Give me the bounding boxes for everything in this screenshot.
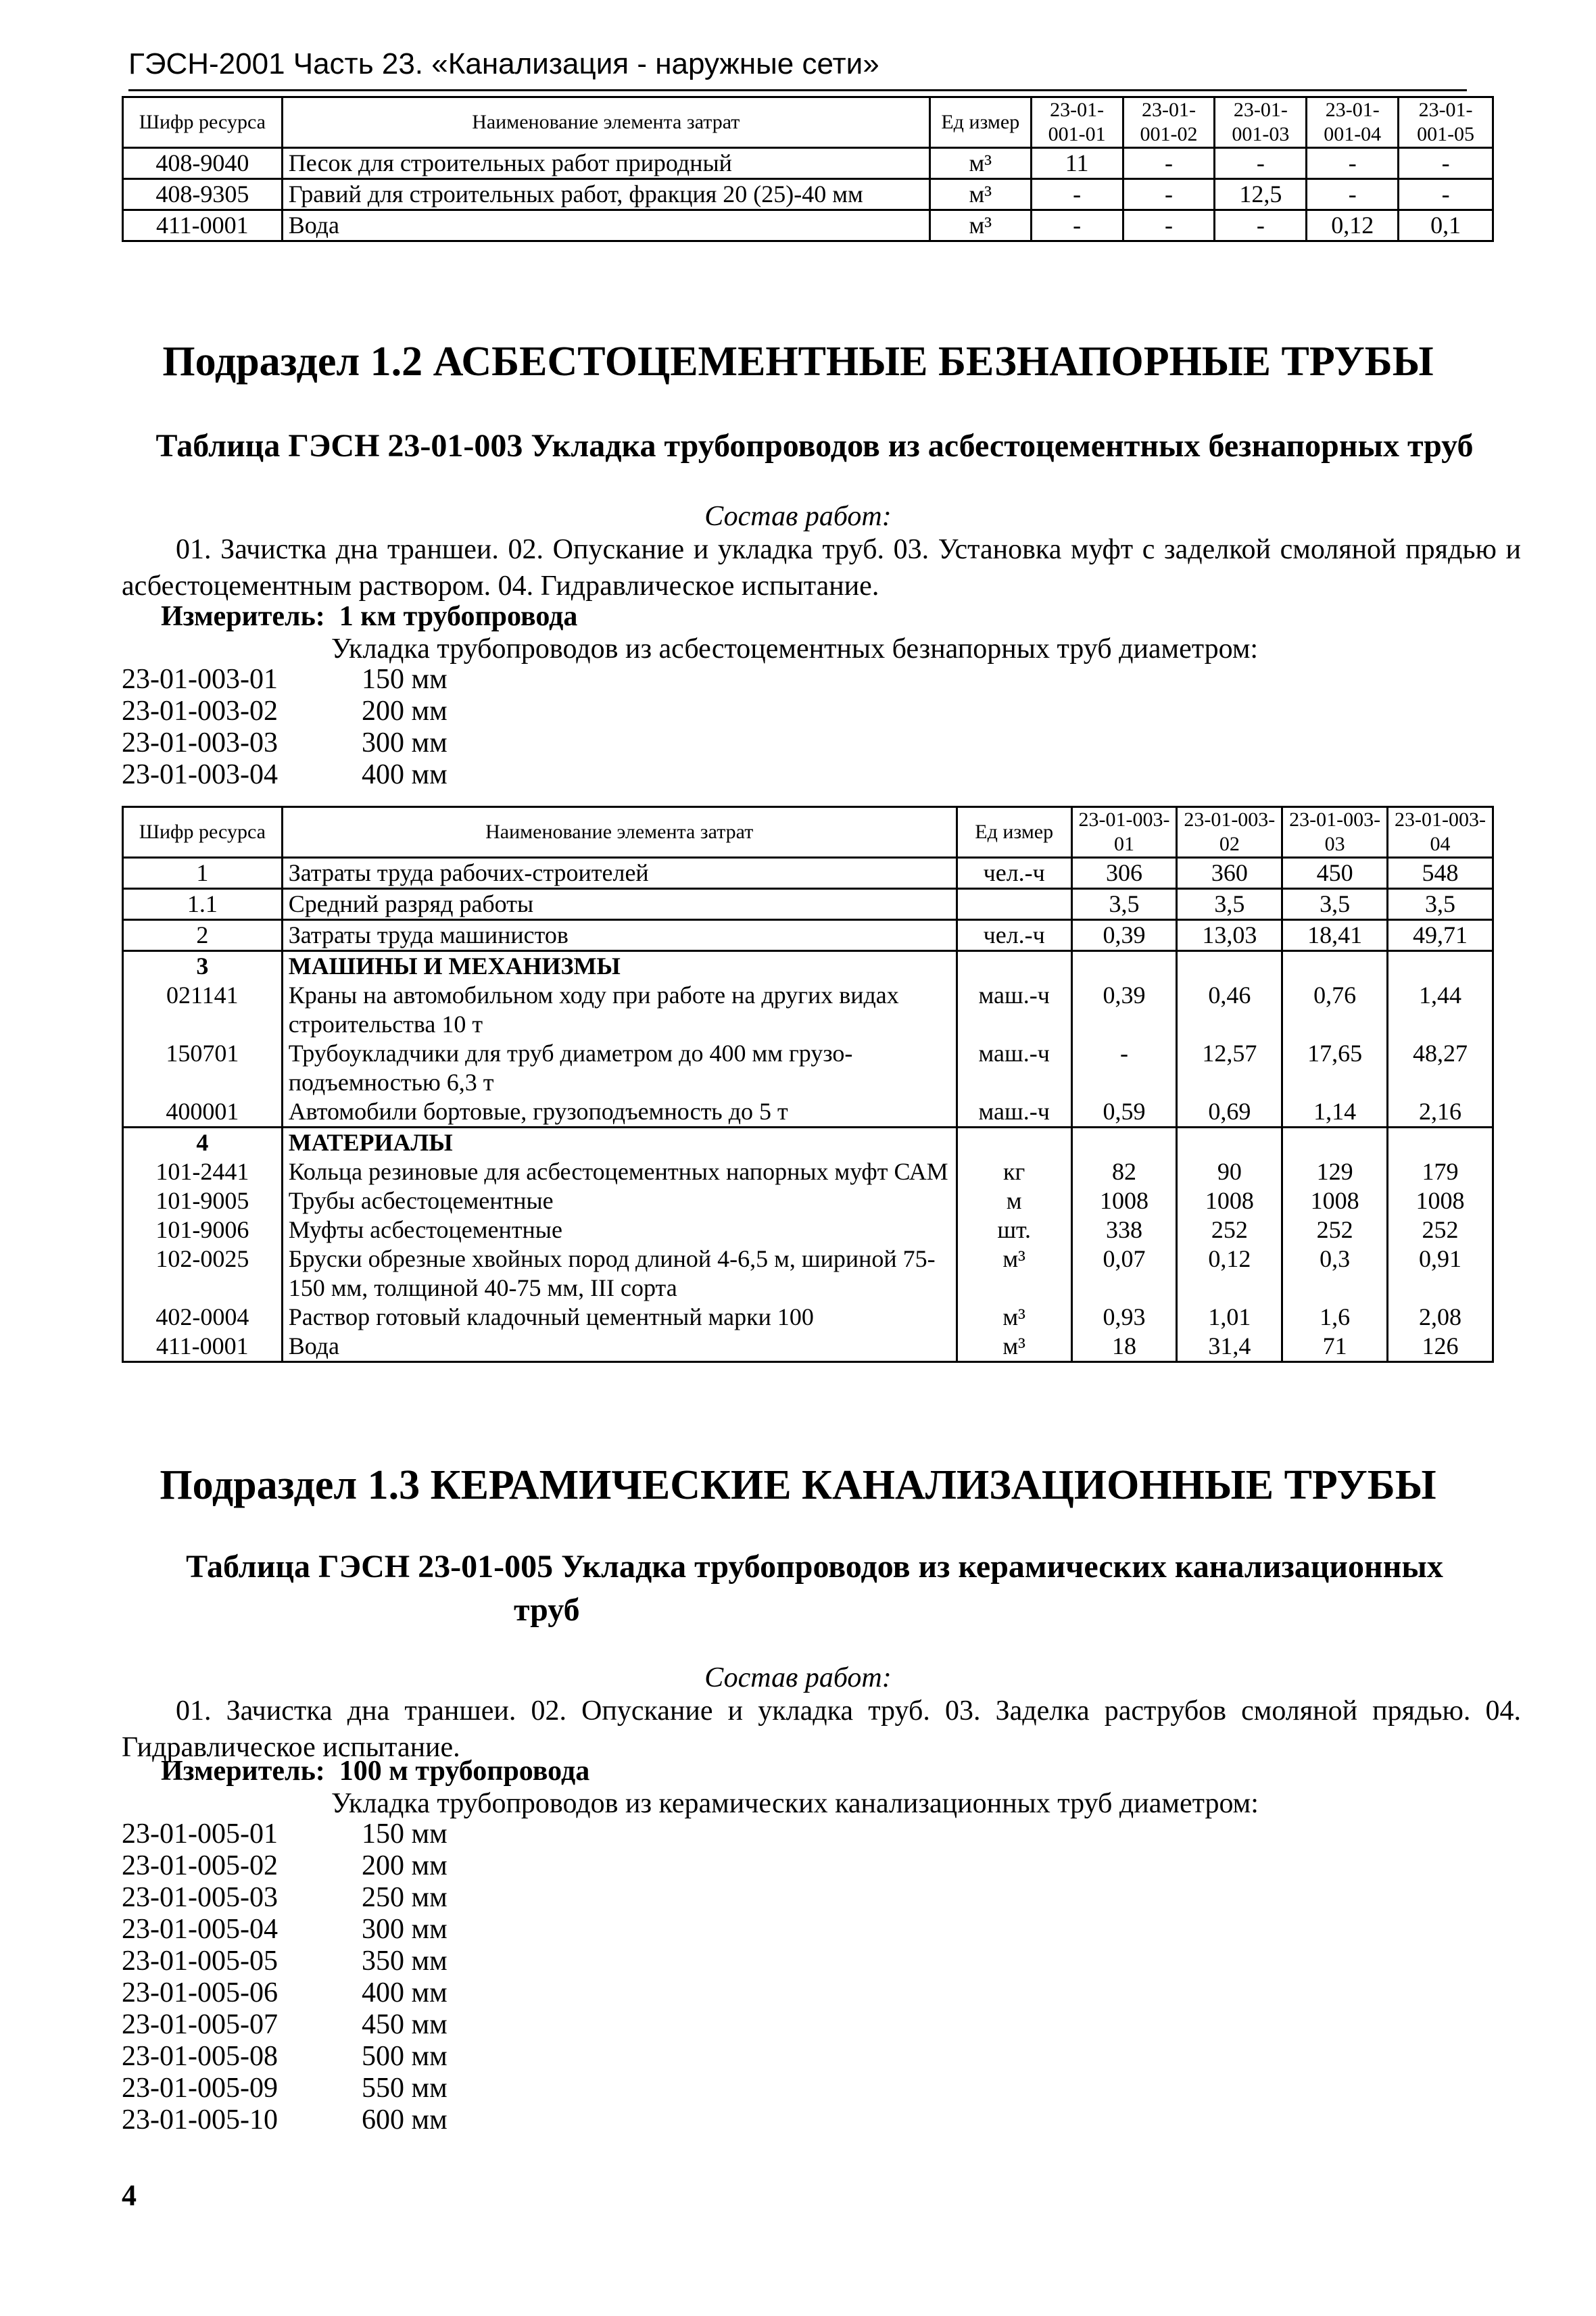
cell-value: 90 bbox=[1177, 1157, 1282, 1186]
cell-value: - bbox=[1399, 148, 1493, 179]
cell-unit: маш.-ч bbox=[957, 1097, 1071, 1128]
cell-value: 71 bbox=[1282, 1332, 1388, 1362]
cell-value bbox=[1282, 951, 1388, 982]
cell-name: Бруски обрезные хвойных пород длиной 4-6,5 м, шириной 75-150 мм, толщиной 40-75 мм, III сорта bbox=[282, 1245, 957, 1303]
table-row bbox=[123, 1157, 1493, 1186]
cell-value: 82 bbox=[1071, 1157, 1177, 1186]
cell-value: 48,27 bbox=[1388, 1039, 1493, 1097]
item-size: 400 мм bbox=[362, 759, 448, 790]
cell-value: 252 bbox=[1282, 1215, 1388, 1245]
cell-value: - bbox=[1123, 148, 1215, 179]
cell-value: 2,08 bbox=[1388, 1303, 1493, 1332]
item-code: 23-01-003-02 bbox=[122, 696, 278, 727]
cell-value: - bbox=[1307, 179, 1399, 210]
cell-value: 3,5 bbox=[1282, 889, 1388, 920]
cell-code: 150701 bbox=[123, 1039, 283, 1097]
cell-code: 408-9040 bbox=[123, 148, 283, 179]
list-item bbox=[122, 1882, 448, 1914]
composition-text: 01. Зачистка дна траншеи. 02. Опускание и укладка труб. 03. Установка муфт с заделкой смоляной прядью и асбестоцементным раствором. 04. Гидравлическое испытание. bbox=[122, 534, 1521, 602]
cell-value: 49,71 bbox=[1388, 920, 1493, 951]
cell-value: - bbox=[1031, 179, 1123, 210]
cell-name: МАТЕРИАЛЫ bbox=[282, 1128, 957, 1158]
cell-code: 1 bbox=[123, 858, 283, 889]
table-row bbox=[123, 179, 1493, 210]
cell-value: 179 bbox=[1388, 1157, 1493, 1186]
meter-value: 1 км трубопровода bbox=[339, 601, 578, 632]
item-size: 400 мм bbox=[362, 1977, 448, 2008]
running-header: ГЭСН-2001 Часть 23. «Канализация - наружные сети» bbox=[128, 47, 1467, 91]
cell-code: 411-0001 bbox=[123, 210, 283, 241]
cell-value: 0,69 bbox=[1177, 1097, 1282, 1128]
cell-unit: шт. bbox=[957, 1215, 1071, 1245]
col-header-name: Наименование элемента затрат bbox=[282, 97, 929, 148]
col-header-value: 23-01-001-03 bbox=[1215, 97, 1307, 148]
cell-value: 1008 bbox=[1071, 1186, 1177, 1215]
cell-value: 1,01 bbox=[1177, 1303, 1282, 1332]
table-title bbox=[122, 1545, 1507, 1632]
list-item bbox=[122, 1946, 448, 1977]
col-header-code: Шифр ресурса bbox=[123, 807, 283, 858]
list-item bbox=[122, 1914, 448, 1946]
cell-value: - bbox=[1215, 148, 1307, 179]
cell-value: 0,46 bbox=[1177, 981, 1282, 1039]
cell-value: 548 bbox=[1388, 858, 1493, 889]
item-size: 350 мм bbox=[362, 1946, 448, 1977]
cell-value: 252 bbox=[1177, 1215, 1282, 1245]
table-row bbox=[123, 148, 1493, 179]
cell-value: - bbox=[1399, 179, 1493, 210]
cell-value: 11 bbox=[1031, 148, 1123, 179]
cell-value: 126 bbox=[1388, 1332, 1493, 1362]
cell-value: - bbox=[1123, 179, 1215, 210]
list-item bbox=[122, 1818, 448, 1850]
cell-name: Трубы асбестоцементные bbox=[282, 1186, 957, 1215]
cell-code: 3 bbox=[123, 951, 283, 982]
cell-value: 18,41 bbox=[1282, 920, 1388, 951]
resource-table bbox=[122, 806, 1494, 1363]
table-row bbox=[123, 1039, 1493, 1097]
meter-value: 100 м трубопровода bbox=[339, 1756, 590, 1787]
item-size: 300 мм bbox=[362, 727, 448, 758]
col-header-value: 23-01-003-01 bbox=[1071, 807, 1177, 858]
cell-value bbox=[1388, 951, 1493, 982]
cell-value: 1,6 bbox=[1282, 1303, 1388, 1332]
cell-value bbox=[1388, 1128, 1493, 1158]
cell-code: 400001 bbox=[123, 1097, 283, 1128]
table-row bbox=[123, 1128, 1493, 1158]
cell-value: - bbox=[1031, 210, 1123, 241]
cell-value: 0,93 bbox=[1071, 1303, 1177, 1332]
col-header-value: 23-01-003-02 bbox=[1177, 807, 1282, 858]
cell-value: 360 bbox=[1177, 858, 1282, 889]
table-title: Таблица ГЭСН 23-01-003 Укладка трубопроводов из асбестоцементных безнапорных труб bbox=[155, 428, 1474, 464]
item-code: 23-01-005-08 bbox=[122, 2041, 278, 2072]
item-code: 23-01-003-03 bbox=[122, 727, 278, 758]
cell-unit: кг bbox=[957, 1157, 1071, 1186]
cell-unit: чел.-ч bbox=[957, 858, 1071, 889]
cell-value: 12,5 bbox=[1215, 179, 1307, 210]
item-code: 23-01-005-09 bbox=[122, 2073, 278, 2104]
col-header-code: Шифр ресурса bbox=[123, 97, 283, 148]
item-size: 150 мм bbox=[362, 664, 448, 695]
item-code: 23-01-003-01 bbox=[122, 664, 278, 695]
cell-value: 0,3 bbox=[1282, 1245, 1388, 1303]
col-header-value: 23-01-001-02 bbox=[1123, 97, 1215, 148]
table-row bbox=[123, 210, 1493, 241]
cell-name: Автомобили бортовые, грузоподъемность до 5 т bbox=[282, 1097, 957, 1128]
cell-unit: м³ bbox=[929, 148, 1031, 179]
col-header-value: 23-01-001-01 bbox=[1031, 97, 1123, 148]
cell-value: - bbox=[1071, 1039, 1177, 1097]
cell-unit: чел.-ч bbox=[957, 920, 1071, 951]
table-row bbox=[123, 981, 1493, 1039]
col-header-value: 23-01-003-03 bbox=[1282, 807, 1388, 858]
table-row bbox=[123, 1097, 1493, 1128]
cell-value: 0,39 bbox=[1071, 920, 1177, 951]
cell-name: Кольца резиновые для асбестоцементных напорных муфт САМ bbox=[282, 1157, 957, 1186]
table-row bbox=[123, 1332, 1493, 1362]
cell-value bbox=[1282, 1128, 1388, 1158]
cell-name: Раствор готовый кладочный цементный марки 100 bbox=[282, 1303, 957, 1332]
cell-value: 17,65 bbox=[1282, 1039, 1388, 1097]
cell-value: 12,57 bbox=[1177, 1039, 1282, 1097]
item-code: 23-01-005-06 bbox=[122, 1977, 278, 2008]
cell-value: 18 bbox=[1071, 1332, 1177, 1362]
table-row bbox=[123, 951, 1493, 982]
codes-intro: Укладка трубопроводов из асбестоцементных безнапорных труб диаметром: bbox=[331, 633, 1259, 665]
table-title-line: труб bbox=[514, 1592, 580, 1628]
cell-value: 13,03 bbox=[1177, 920, 1282, 951]
cell-value: - bbox=[1123, 210, 1215, 241]
page-number: 4 bbox=[122, 2179, 137, 2212]
cell-unit: м³ bbox=[929, 210, 1031, 241]
cell-value: 338 bbox=[1071, 1215, 1177, 1245]
item-size: 600 мм bbox=[362, 2104, 448, 2136]
cell-value: 0,1 bbox=[1399, 210, 1493, 241]
item-code: 23-01-005-02 bbox=[122, 1850, 278, 1881]
col-header-name: Наименование элемента затрат bbox=[282, 807, 957, 858]
cell-name: Краны на автомобильном ходу при работе на других видах строительства 10 т bbox=[282, 981, 957, 1039]
codes-intro: Укладка трубопроводов из керамических канализационных труб диаметром: bbox=[331, 1788, 1259, 1819]
cell-unit: м³ bbox=[957, 1332, 1071, 1362]
cell-value: 1008 bbox=[1177, 1186, 1282, 1215]
meter bbox=[161, 600, 577, 633]
table-row bbox=[123, 1245, 1493, 1303]
cell-value: 450 bbox=[1282, 858, 1388, 889]
item-size: 200 мм bbox=[362, 1850, 448, 1881]
meter-label: Измеритель: bbox=[161, 601, 325, 632]
composition-title: Состав работ: bbox=[704, 1662, 892, 1693]
cell-name: Вода bbox=[282, 210, 929, 241]
cell-value: 252 bbox=[1388, 1215, 1493, 1245]
item-size: 250 мм bbox=[362, 1882, 448, 1913]
list-item bbox=[122, 2041, 448, 2073]
cell-code: 101-9006 bbox=[123, 1215, 283, 1245]
section-heading: Подраздел 1.2 АСБЕСТОЦЕМЕНТНЫЕ БЕЗНАПОРНЫЕ ТРУБЫ bbox=[162, 339, 1434, 385]
item-size: 450 мм bbox=[362, 2009, 448, 2040]
table-body bbox=[123, 858, 1493, 1362]
cell-code: 2 bbox=[123, 920, 283, 951]
cell-value: 129 bbox=[1282, 1157, 1388, 1186]
item-code: 23-01-005-07 bbox=[122, 2009, 278, 2040]
cell-value: 2,16 bbox=[1388, 1097, 1493, 1128]
cell-value: - bbox=[1307, 148, 1399, 179]
cell-value: 0,12 bbox=[1307, 210, 1399, 241]
col-header-value: 23-01-001-05 bbox=[1399, 97, 1493, 148]
cell-value bbox=[1177, 1128, 1282, 1158]
cell-unit: м³ bbox=[957, 1245, 1071, 1303]
cell-value: 3,5 bbox=[1388, 889, 1493, 920]
item-code: 23-01-003-04 bbox=[122, 759, 278, 790]
col-header-value: 23-01-003-04 bbox=[1388, 807, 1493, 858]
list-item bbox=[122, 2104, 448, 2136]
code-list bbox=[122, 664, 448, 791]
item-code: 23-01-005-04 bbox=[122, 1914, 278, 1945]
table-header-row bbox=[123, 807, 1493, 858]
cell-name: МАШИНЫ И МЕХАНИЗМЫ bbox=[282, 951, 957, 982]
cell-value: 3,5 bbox=[1177, 889, 1282, 920]
item-size: 200 мм bbox=[362, 696, 448, 727]
item-size: 500 мм bbox=[362, 2041, 448, 2072]
cell-code: 021141 bbox=[123, 981, 283, 1039]
cell-name: Гравий для строительных работ, фракция 20 (25)-40 мм bbox=[282, 179, 929, 210]
cell-name: Песок для строительных работ природный bbox=[282, 148, 929, 179]
cell-code: 402-0004 bbox=[123, 1303, 283, 1332]
list-item bbox=[122, 696, 448, 727]
resource-table-cont bbox=[122, 96, 1494, 242]
table-row bbox=[123, 858, 1493, 889]
cell-unit: м³ bbox=[957, 1303, 1071, 1332]
cell-unit: м bbox=[957, 1186, 1071, 1215]
cell-value: 0,91 bbox=[1388, 1245, 1493, 1303]
item-code: 23-01-005-03 bbox=[122, 1882, 278, 1913]
cell-value: 0,39 bbox=[1071, 981, 1177, 1039]
item-code: 23-01-005-10 bbox=[122, 2104, 278, 2136]
cell-code: 408-9305 bbox=[123, 179, 283, 210]
cell-name: Трубоукладчики для труб диаметром до 400 мм грузо-подъемностью 6,3 т bbox=[282, 1039, 957, 1097]
cell-unit bbox=[957, 1128, 1071, 1158]
code-list bbox=[122, 1818, 448, 2136]
cell-value: 306 bbox=[1071, 858, 1177, 889]
item-size: 300 мм bbox=[362, 1914, 448, 1945]
table-row bbox=[123, 920, 1493, 951]
col-header-unit: Ед измер bbox=[929, 97, 1031, 148]
cell-value bbox=[1177, 951, 1282, 982]
cell-unit: маш.-ч bbox=[957, 1039, 1071, 1097]
cell-value: 0,76 bbox=[1282, 981, 1388, 1039]
list-item bbox=[122, 2073, 448, 2104]
col-header-value: 23-01-001-04 bbox=[1307, 97, 1399, 148]
cell-value: 0,59 bbox=[1071, 1097, 1177, 1128]
cell-unit: м³ bbox=[929, 179, 1031, 210]
item-size: 150 мм bbox=[362, 1818, 448, 1850]
table-row bbox=[123, 1186, 1493, 1215]
table-title-line: Таблица ГЭСН 23-01-005 Укладка трубопроводов из керамических канализационных bbox=[186, 1549, 1443, 1585]
cell-code: 102-0025 bbox=[123, 1245, 283, 1303]
table-row bbox=[123, 889, 1493, 920]
cell-code: 101-9005 bbox=[123, 1186, 283, 1215]
cell-unit: маш.-ч bbox=[957, 981, 1071, 1039]
item-code: 23-01-005-01 bbox=[122, 1818, 278, 1850]
cell-value: 0,12 bbox=[1177, 1245, 1282, 1303]
cell-value: 1008 bbox=[1282, 1186, 1388, 1215]
cell-code: 101-2441 bbox=[123, 1157, 283, 1186]
section-heading: Подраздел 1.3 КЕРАМИЧЕСКИЕ КАНАЛИЗАЦИОННЫЕ ТРУБЫ bbox=[160, 1462, 1436, 1508]
list-item bbox=[122, 1977, 448, 2009]
cell-code: 4 bbox=[123, 1128, 283, 1158]
item-code: 23-01-005-05 bbox=[122, 1946, 278, 1977]
cell-value: 1008 bbox=[1388, 1186, 1493, 1215]
cell-value bbox=[1071, 1128, 1177, 1158]
cell-unit bbox=[957, 889, 1071, 920]
list-item bbox=[122, 759, 448, 791]
table-row bbox=[123, 1303, 1493, 1332]
composition-text: 01. Зачистка дна траншеи. 02. Опускание и укладка труб. 03. Заделка раструбов смоляной прядью. 04. Гидравлическое испытание. bbox=[122, 1695, 1521, 1763]
table-header-row bbox=[123, 97, 1493, 148]
cell-name: Средний разряд работы bbox=[282, 889, 957, 920]
list-item bbox=[122, 727, 448, 759]
list-item bbox=[122, 664, 448, 696]
cell-code: 1.1 bbox=[123, 889, 283, 920]
cell-value: 0,07 bbox=[1071, 1245, 1177, 1303]
cell-name: Муфты асбестоцементные bbox=[282, 1215, 957, 1245]
cell-unit bbox=[957, 951, 1071, 982]
cell-value bbox=[1071, 951, 1177, 982]
list-item bbox=[122, 2009, 448, 2041]
cell-code: 411-0001 bbox=[123, 1332, 283, 1362]
cell-value: 1,44 bbox=[1388, 981, 1493, 1039]
meter bbox=[161, 1755, 589, 1787]
cell-name: Затраты труда машинистов bbox=[282, 920, 957, 951]
composition-title: Состав работ: bbox=[704, 501, 892, 532]
cell-value: 31,4 bbox=[1177, 1332, 1282, 1362]
list-item bbox=[122, 1850, 448, 1882]
item-size: 550 мм bbox=[362, 2073, 448, 2104]
table-row bbox=[123, 1215, 1493, 1245]
cell-value: - bbox=[1215, 210, 1307, 241]
cell-value: 3,5 bbox=[1071, 889, 1177, 920]
col-header-unit: Ед измер bbox=[957, 807, 1071, 858]
cell-name: Вода bbox=[282, 1332, 957, 1362]
cell-name: Затраты труда рабочих-строителей bbox=[282, 858, 957, 889]
cell-value: 1,14 bbox=[1282, 1097, 1388, 1128]
meter-label: Измеритель: bbox=[161, 1756, 325, 1787]
